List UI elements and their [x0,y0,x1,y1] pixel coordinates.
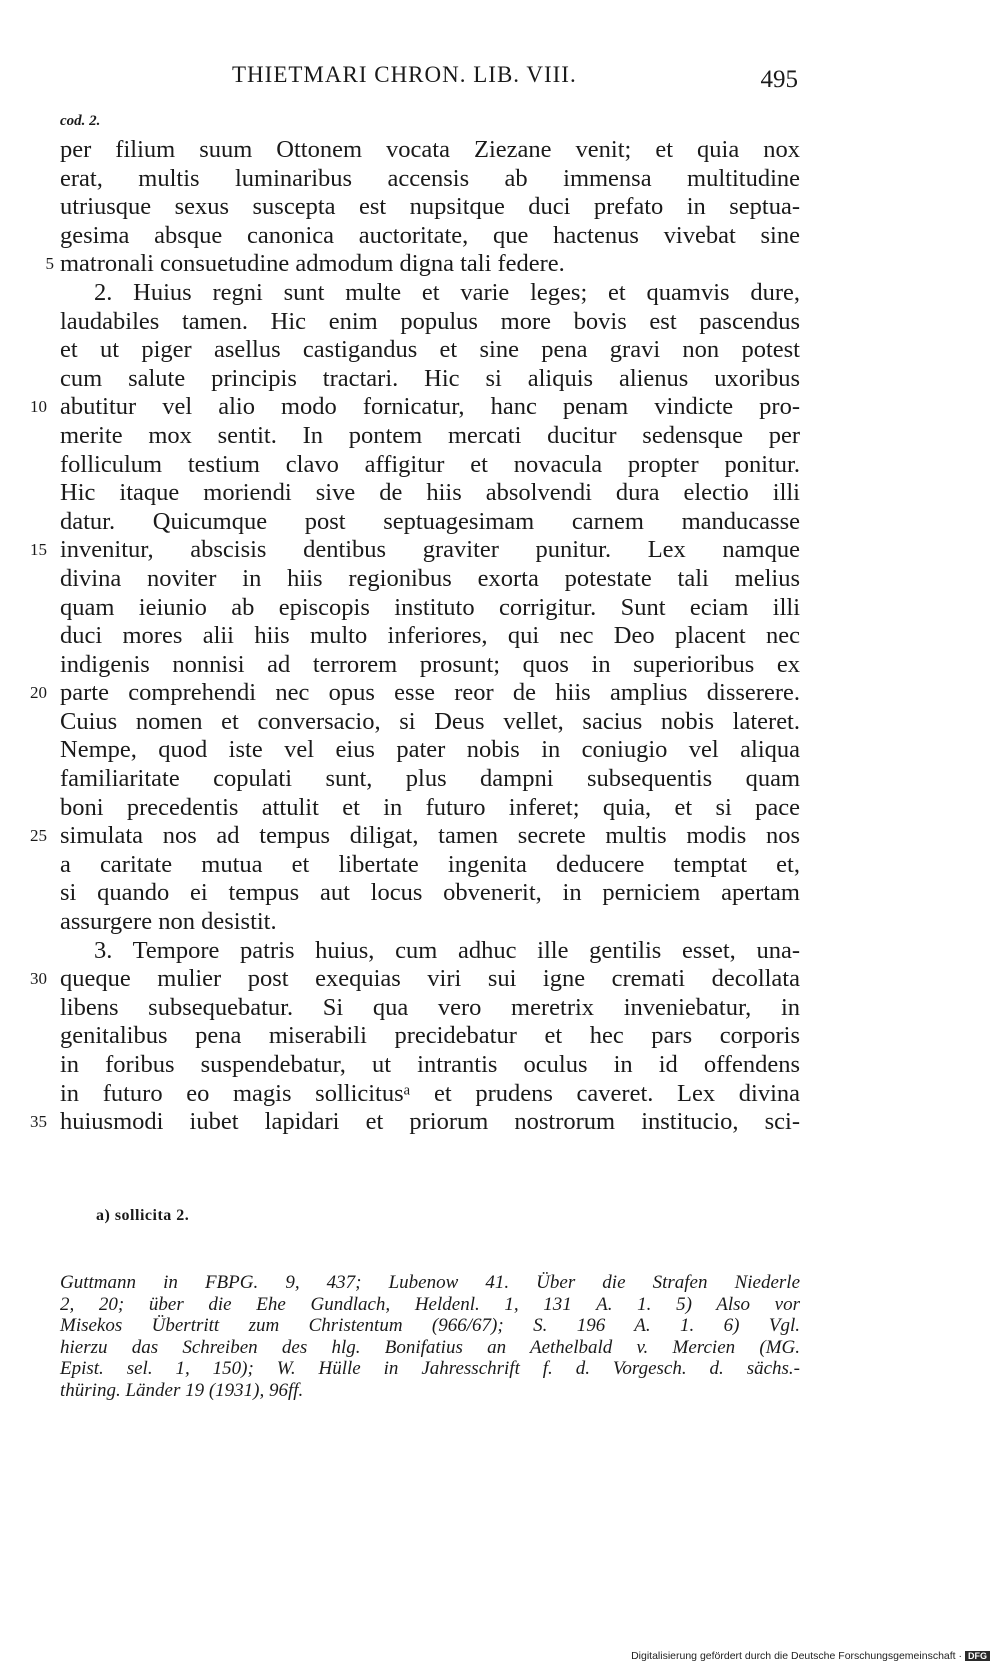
line-text: 3. Tempore patris huius, cum adhuc ille gentilis esset, una- [94,936,800,964]
line-text: si quando ei tempus aut locus obvenerit, in perniciem apertam [60,879,800,907]
line-text: cum salute principis tractari. Hic si aliquis alienus uxoribus [60,364,800,392]
text-line [60,651,800,680]
line-text: per filium suum Ottonem vocata Ziezane venit; et quia nox [60,136,800,163]
line-text: assurgere non desistit. [60,908,277,936]
text-line [60,594,800,623]
text-line [60,365,800,394]
line-text: familiaritate copulati sunt, plus dampni subsequentis quam [60,765,800,793]
line-text: divina noviter in hiis regionibus exorta potestate tali melius [60,564,800,592]
line-text: erat, multis luminaribus accensis ab immensa multitudine [60,164,800,192]
text-line [60,451,800,480]
line-text: et ut piger asellus castigandus et sine pena gravi non potest [60,336,800,364]
funding-text: Digitalisierung gefördert durch die Deutsche Forschungsgemeinschaft · [631,1650,962,1662]
text-line [30,536,800,565]
line-text: 2. Huius regni sunt multe et varie leges; et quamvis dure, [94,278,800,306]
text-line [30,679,800,708]
text-line [60,879,800,908]
line-text: folliculum testium clavo affigitur et novacula propter ponitur. [60,450,800,478]
line-text: invenitur, abscisis dentibus graviter punitur. Lex namque [60,536,800,564]
commentary-line: Epist. sel. 1, 150); W. Hülle in Jahresschrift f. d. Vorgesch. d. sächs.- [60,1358,800,1379]
text-line [60,508,800,537]
line-text: Nempe, quod iste vel eius pater nobis in coniugio vel aliqua [60,736,800,764]
text-line [60,1080,800,1109]
text-line [60,1022,800,1051]
text-line [60,308,800,337]
line-text: datur. Quicumque post septuagesimam carnem manducasse [60,507,800,535]
text-line [60,422,800,451]
line-text: in foribus suspendebatur, ut intrantis oculus in id offendens [60,1051,800,1078]
commentary-line: thüring. Länder 19 (1931), 96ff. [60,1379,304,1401]
commentary-line: 2, 20; über die Ehe Gundlach, Heldenl. 1, 131 A. 1. 5) Also vor [60,1293,800,1315]
page-number: 495 [760,66,798,93]
line-number: 10 [30,397,47,417]
text-line [60,1051,800,1080]
line-number: 25 [30,826,47,846]
footnote: a) sollicita 2. [96,1207,190,1224]
funding-note [631,1650,990,1662]
text-line [60,479,800,508]
line-text: matronali consuetudine admodum digna tali federe. [60,250,565,278]
line-number: 15 [30,540,47,560]
text-line [30,1108,800,1137]
text-line [30,393,800,422]
main-text [30,136,800,1137]
text-line [60,222,800,251]
line-number: 35 [30,1112,47,1132]
text-line [60,193,800,222]
line-text: abutitur vel alio modo fornicatur, hanc penam vindicte pro- [60,393,800,421]
commentary-line: Guttmann in FBPG. 9, 437; Lubenow 41. Über die Strafen Niederle [60,1272,800,1293]
line-text: utriusque sexus suscepta est nupsitque duci prefato in septua- [60,193,800,221]
text-line [45,250,800,279]
line-text: boni precedentis attulit et in futuro inferet; quia, et si pace [60,793,800,821]
text-line [30,965,800,994]
line-number: 30 [30,969,47,989]
text-line [60,708,800,737]
text-line [60,622,800,651]
text-line [60,851,800,880]
line-text: simulata nos ad tempus diligat, tamen secrete multis modis nos [60,822,800,850]
page-header [62,62,798,102]
text-line [60,736,800,765]
line-text: parte comprehendi nec opus esse reor de hiis amplius disserere. [60,679,800,707]
line-text: a caritate mutua et libertate ingenita deducere temptat et, [60,850,800,878]
line-text: duci mores alii hiis multo inferiores, qui nec Deo placent nec [60,622,800,650]
text-line [30,822,800,851]
line-text: indigenis nonnisi ad terrorem prosunt; quos in superioribus ex [60,650,800,678]
text-line [60,994,800,1023]
text-line [60,794,800,823]
running-title: THIETMARI CHRON. LIB. VIII. [232,62,577,87]
line-text: quam ieiunio ab episcopis instituto corrigitur. Sunt eciam illi [60,593,800,621]
text-line [60,136,800,165]
line-text: huiusmodi iubet lapidari et priorum nostrorum institucio, sci- [60,1108,800,1136]
dfg-logo-icon: DFG [965,1651,990,1661]
line-text: in futuro eo magis sollicitusᵃ et prudens caveret. Lex divina [60,1079,800,1107]
line-text: laudabiles tamen. Hic enim populus more bovis est pascendus [60,307,800,335]
line-text: libens subsequebatur. Si qua vero meretrix inveniebatur, in [60,993,800,1021]
line-text: queque mulier post exequias viri sui igne cremati decollata [60,965,800,993]
line-number: 5 [45,254,54,274]
text-line [60,336,800,365]
commentary-notes [60,1272,800,1401]
manuscript-reference: cod. 2. [60,113,101,129]
text-line [60,937,800,966]
commentary-line: hierzu das Schreiben des hlg. Bonifatius an Aethelbald v. Mercien (MG. [60,1336,800,1358]
line-number: 20 [30,683,47,703]
line-text: Hic itaque moriendi sive de hiis absolvendi dura electio illi [60,479,800,507]
text-line [60,279,800,308]
text-line [60,908,800,937]
line-text: Cuius nomen et conversacio, si Deus vellet, sacius nobis lateret. [60,707,800,735]
line-text: genitalibus pena miserabili precidebatur et hec pars corporis [60,1022,800,1050]
line-text: gesima absque canonica auctoritate, que hactenus vivebat sine [60,221,800,249]
text-line [60,565,800,594]
text-line [60,165,800,194]
commentary-line: Misekos Übertritt zum Christentum (966/67); S. 196 A. 1. 6) Vgl. [60,1315,800,1336]
text-line [60,765,800,794]
line-text: merite mox sentit. In pontem mercati ducitur sedensque per [60,421,800,449]
